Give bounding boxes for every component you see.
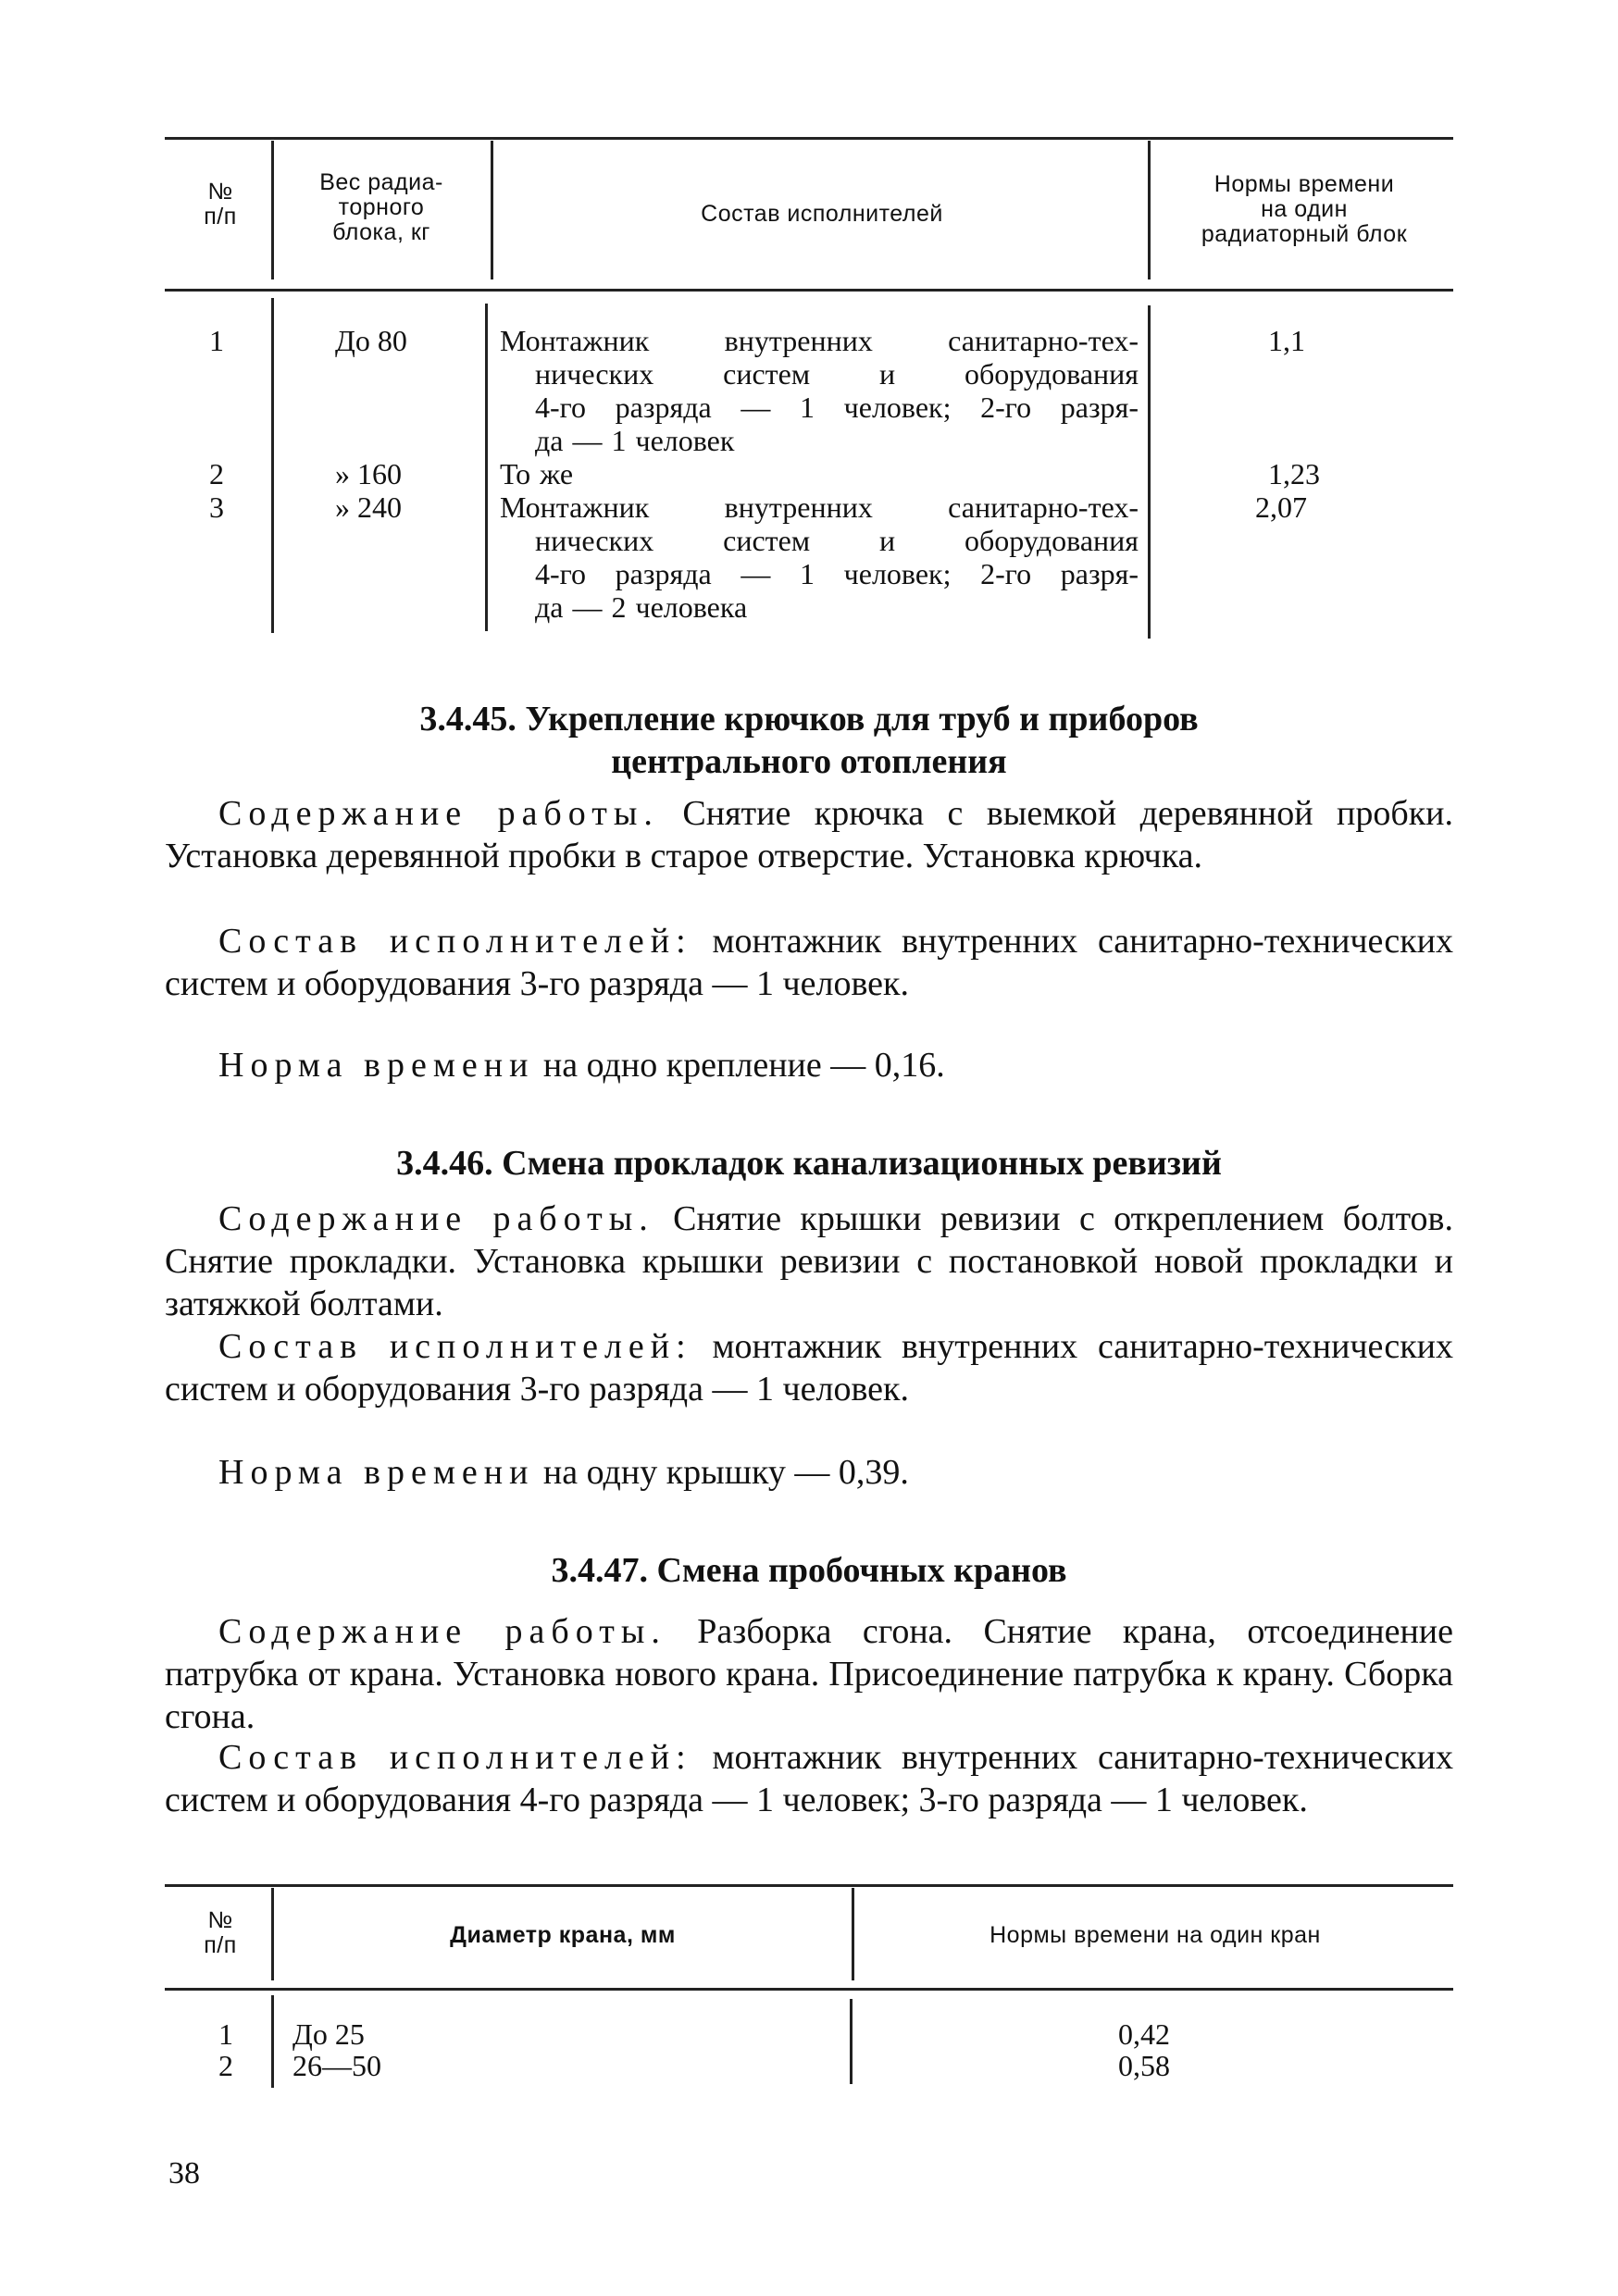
crew-paragraph — [165, 920, 1453, 1005]
section-title-line: 3.4.47. Смена пробочных кранов — [551, 1551, 1067, 1590]
header-weight-line: Вес радиа- — [319, 169, 443, 195]
row-crew — [500, 490, 1139, 624]
header-norm-line: на один — [1261, 196, 1348, 222]
row-norm: 0,58 — [1118, 2049, 1170, 2082]
section-title-line: 3.4.45. Укрепление крючков для труб и приборов — [419, 700, 1199, 738]
column-divider — [1148, 141, 1151, 279]
work-content-paragraph — [165, 1198, 1453, 1325]
table-top-rule — [165, 1884, 1453, 1887]
row-crew — [500, 324, 1139, 457]
crew-line: нических систем и оборудования — [535, 357, 1139, 391]
column-divider — [271, 298, 274, 633]
row-num: 2 — [209, 457, 224, 490]
header-num-line: № — [207, 1907, 233, 1933]
work-content-paragraph — [165, 792, 1453, 877]
page-number: 38 — [168, 2156, 200, 2191]
crew-label: Состав исполнителей: — [218, 1327, 692, 1366]
section-title-line: 3.4.46. Смена прокладок канализационных ревизий — [396, 1144, 1222, 1183]
row-num: 1 — [209, 324, 224, 357]
section-title-3-4-46 — [165, 1142, 1453, 1185]
norm-paragraph — [165, 1044, 1453, 1086]
norm-label: Норма времени — [218, 1453, 535, 1492]
header-diameter — [278, 1923, 848, 1948]
crew-text: монтажник внутренних санитарно-технических систем и оборудования 3-го разряда — 1 человек. — [165, 922, 1453, 1003]
norm-text: на одну крышку — 0,39. — [534, 1453, 909, 1492]
header-num-line: № — [207, 179, 233, 205]
header-num-line: п/п — [204, 204, 237, 230]
crew-line: Монтажник внутренних санитарно-тех- — [500, 324, 1139, 357]
crew-line: Монтажник внутренних санитарно-тех- — [500, 490, 1139, 524]
column-divider — [271, 141, 274, 279]
work-content-label: Содержание работы. — [218, 1199, 654, 1238]
row-norm: 1,1 — [1268, 324, 1305, 357]
header-diameter-label: Диаметр крана, мм — [450, 1922, 676, 1948]
column-divider — [1148, 305, 1151, 639]
section-title-3-4-45 — [165, 698, 1453, 783]
work-content-text: Снятие крючка с выемкой деревянной пробки. Установка деревянной пробки в старое отверстие. Установка крючка. — [165, 794, 1454, 875]
crew-text: монтажник внутренних санитарно-технических систем и оборудования 4-го разряда — 1 человек; 3-го разряда — 1 человек. — [165, 1738, 1453, 1819]
crew-line: да — 1 человек — [535, 424, 735, 457]
crew-text: монтажник внутренних санитарно-технических систем и оборудования 3-го разряда — 1 человек. — [165, 1327, 1453, 1409]
crew-label: Состав исполнителей: — [218, 1738, 692, 1777]
section-title-line: центрального отопления — [611, 742, 1007, 781]
header-crew-label: Состав исполнителей — [701, 201, 943, 227]
work-content-paragraph — [165, 1610, 1453, 1738]
row-weight: До 80 — [335, 324, 407, 357]
table-header-rule — [165, 289, 1453, 292]
row-weight: » 160 — [335, 457, 402, 490]
header-norm-line: радиаторный блок — [1201, 221, 1408, 247]
table-top-rule — [165, 137, 1453, 140]
crew-line: 4-го разряда — 1 человек; 2-го разря- — [535, 391, 1139, 424]
header-num — [174, 1908, 267, 1958]
row-diameter: До 25 — [292, 2017, 365, 2051]
header-crew — [500, 202, 1144, 227]
header-norm-line: Нормы времени — [1214, 171, 1395, 197]
norm-text: на одно крепление — 0,16. — [534, 1046, 945, 1085]
row-norm: 0,42 — [1118, 2017, 1170, 2051]
header-weight — [278, 170, 485, 245]
header-norm — [1155, 172, 1453, 247]
header-weight-line: блока, кг — [332, 219, 430, 245]
header-weight-line: торного — [338, 194, 425, 220]
crew-line: 4-го разряда — 1 человек; 2-го разря- — [535, 557, 1139, 590]
row-norm: 2,07 — [1255, 490, 1307, 524]
norm-paragraph — [165, 1451, 1453, 1494]
crew-paragraph — [165, 1736, 1453, 1821]
norm-label: Норма времени — [218, 1046, 535, 1085]
row-crew — [500, 457, 1139, 490]
crew-line: нических систем и оборудования — [535, 524, 1139, 557]
crew-label: Состав исполнителей: — [218, 922, 692, 961]
section-title-3-4-47 — [165, 1549, 1453, 1592]
header-norm — [857, 1923, 1453, 1948]
crew-line: да — 2 человека — [535, 590, 748, 624]
column-divider — [485, 304, 488, 631]
column-divider — [271, 1995, 274, 2088]
header-num-line: п/п — [204, 1932, 237, 1958]
row-diameter: 26—50 — [292, 2049, 381, 2082]
work-content-label: Содержание работы. — [218, 794, 659, 833]
header-num — [174, 180, 267, 230]
column-divider — [491, 141, 493, 279]
crew-line: То же — [500, 457, 574, 490]
work-content-text: Снятие крышки ревизии с откреплением болтов. Снятие прокладки. Установка крышки ревизии с постановкой новой прокладки и затяжкой болтами. — [165, 1199, 1453, 1323]
work-content-text: Разборка сгона. Снятие крана, отсоединение патрубка от крана. Установка нового крана. Присоединение патрубка к крану. Сборка сгона. — [165, 1612, 1453, 1736]
row-norm: 1,23 — [1268, 457, 1320, 490]
column-divider — [271, 1888, 274, 1980]
crew-paragraph — [165, 1325, 1453, 1410]
row-num: 3 — [209, 490, 224, 524]
row-num: 2 — [218, 2049, 233, 2082]
column-divider — [852, 1888, 854, 1980]
work-content-label: Содержание работы. — [218, 1612, 666, 1651]
row-weight: » 240 — [335, 490, 402, 524]
column-divider — [850, 1999, 853, 2084]
header-norm-label: Нормы времени на один кран — [989, 1922, 1321, 1948]
row-num: 1 — [218, 2017, 233, 2051]
table-header-rule — [165, 1988, 1453, 1991]
